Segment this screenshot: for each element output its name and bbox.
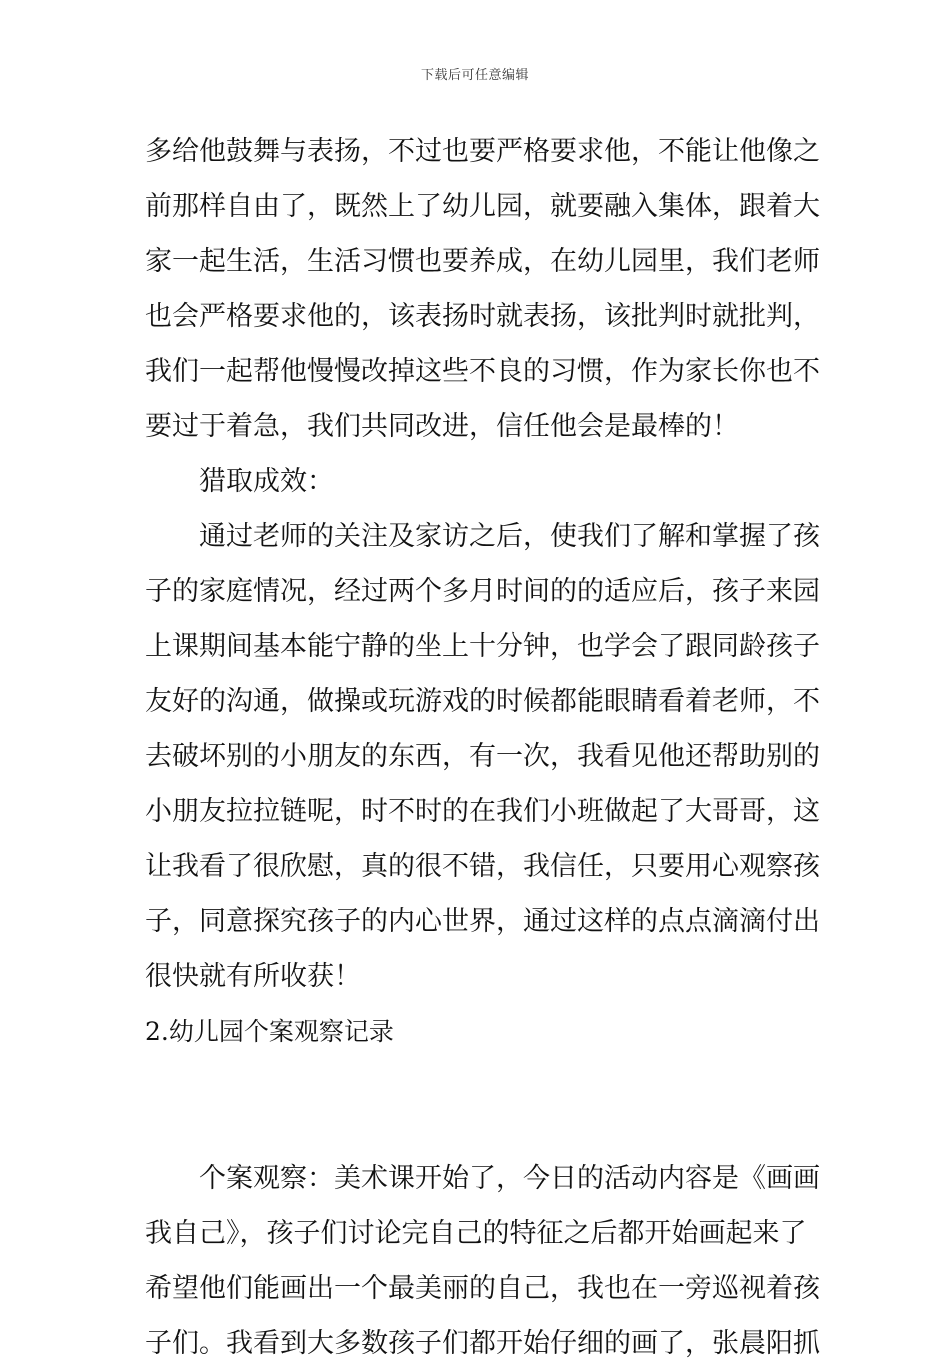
- text-line: 前那样自由了，既然上了幼儿园，就要融入集体，跟着大: [145, 191, 820, 222]
- text-line: 我们一起帮他慢慢改掉这些不良的习惯，作为家长你也不: [145, 356, 820, 387]
- section-title: 2.幼儿园个案观察记录: [145, 1017, 394, 1046]
- text-line: 让我看了很欣慰，真的很不错，我信任，只要用心观察孩: [145, 851, 820, 882]
- text-line: 也会严格要求他的，该表扬时就表扬，该批判时就批判，: [145, 301, 820, 332]
- text-line: 子，同意探究孩子的内心世界，通过这样的点点滴滴付出: [145, 906, 820, 937]
- text-line: 家一起生活，生活习惯也要养成，在幼儿园里，我们老师: [145, 246, 820, 277]
- page-header: 下载后可任意编辑: [420, 68, 529, 83]
- result-label: 猎取成效：: [199, 466, 334, 497]
- paragraph-case-observation: [145, 1151, 820, 1371]
- section-spacer: [145, 1059, 810, 1151]
- text-line: 小朋友拉拉链呢，时不时的在我们小班做起了大哥哥，这: [145, 796, 820, 827]
- text-line: 子的家庭情况，经过两个多月时间的的适应后，孩子来园: [145, 576, 820, 607]
- text-line: 希望他们能画出一个最美丽的自己，我也在一旁巡视着孩: [145, 1273, 820, 1304]
- text-line: 我自己》，孩子们讨论完自己的特征之后都开始画起来了: [145, 1218, 807, 1249]
- text-line: 友好的沟通，做操或玩游戏的时候都能眼睛看着老师，不: [145, 686, 820, 717]
- text-line: 子们。我看到大多数孩子们都开始仔细的画了，张晨阳抓: [145, 1328, 820, 1359]
- paragraph-encouragement: [145, 124, 820, 454]
- text-line: 去破坏别的小朋友的东西，有一次，我看见他还帮助别的: [145, 741, 820, 772]
- text-line: 个案观察：美术课开始了，今日的活动内容是《画画: [199, 1163, 820, 1194]
- text-line: 很快就有所收获！: [145, 961, 361, 992]
- document-body: [145, 124, 820, 1371]
- text-line: 上课期间基本能宁静的坐上十分钟，也学会了跟同龄孩子: [145, 631, 820, 662]
- text-line: 要过于着急，我们共同改进，信任他会是最棒的！: [145, 411, 739, 442]
- text-line: 多给他鼓舞与表扬，不过也要严格要求他，不能让他像之: [145, 136, 820, 167]
- paragraph-results: [145, 509, 820, 1004]
- text-line: 通过老师的关注及家访之后，使我们了解和掌握了孩: [199, 521, 820, 552]
